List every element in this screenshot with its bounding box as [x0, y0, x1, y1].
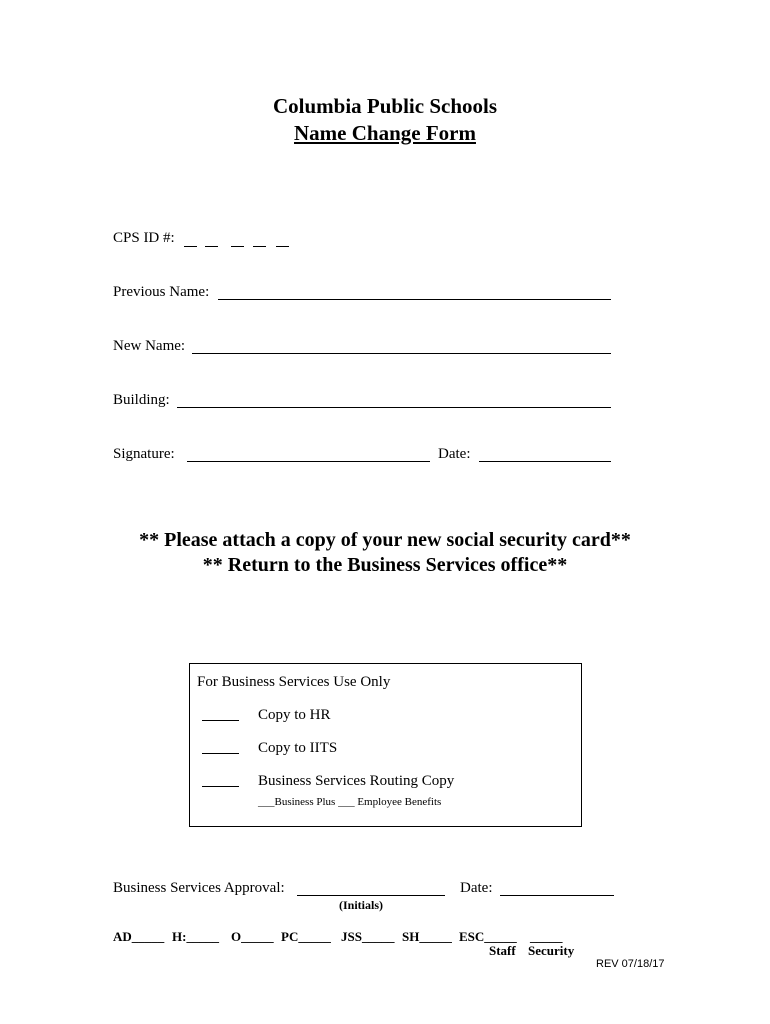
initials-caption: (Initials) — [339, 898, 384, 912]
code-ad[interactable]: AD_____ — [113, 929, 165, 944]
date-field[interactable] — [479, 461, 611, 462]
signature-field[interactable] — [187, 461, 430, 462]
code-h[interactable]: H:_____ — [172, 929, 219, 944]
cps-id-label: CPS ID #: — [113, 230, 175, 246]
school-name: Columbia Public Schools — [272, 94, 498, 118]
approval-label: Business Services Approval: — [113, 880, 285, 896]
copy-to-hr-label: Copy to HR — [258, 707, 331, 723]
routing-copy-checkline[interactable] — [202, 786, 239, 787]
copy-to-hr-checkline[interactable] — [202, 720, 239, 721]
new-name-label: New Name: — [113, 338, 186, 354]
business-services-box — [189, 663, 582, 827]
new-name-field[interactable] — [192, 353, 611, 354]
code-esc[interactable]: ESC_____ — [459, 929, 517, 944]
notice-attach-card: ** Please attach a copy of your new social security card** — [139, 529, 631, 551]
cps-id-digit-1[interactable] — [184, 246, 197, 247]
box-title: For Business Services Use Only — [197, 674, 391, 690]
notice-return-office: ** Return to the Business Services office** — [202, 554, 568, 576]
previous-name-label: Previous Name: — [113, 284, 210, 300]
building-label: Building: — [113, 392, 170, 408]
form-title: Name Change Form — [294, 121, 476, 145]
signature-label: Signature: — [113, 446, 175, 462]
staff-caption: Staff — [489, 943, 516, 958]
copy-to-iits-checkline[interactable] — [202, 753, 239, 754]
approval-date-field[interactable] — [500, 895, 614, 896]
previous-name-field[interactable] — [218, 299, 611, 300]
approval-date-label: Date: — [460, 880, 493, 896]
code-pc[interactable]: PC_____ — [281, 929, 331, 944]
security-caption: Security — [528, 943, 575, 958]
cps-id-digit-2[interactable] — [205, 246, 218, 247]
code-jss[interactable]: JSS_____ — [341, 929, 395, 944]
approval-initials-field[interactable] — [297, 895, 445, 896]
cps-id-digit-5[interactable] — [276, 246, 289, 247]
cps-id-digit-3[interactable] — [231, 246, 244, 247]
revision-date: REV 07/18/17 — [596, 958, 665, 970]
code-sh[interactable]: SH_____ — [402, 929, 452, 944]
routing-options: ___Business Plus ___ Employee Benefits — [258, 796, 442, 808]
routing-copy-label: Business Services Routing Copy — [258, 773, 455, 789]
building-field[interactable] — [177, 407, 611, 408]
copy-to-iits-label: Copy to IITS — [258, 740, 338, 756]
code-o[interactable]: O_____ — [231, 929, 274, 944]
date-label: Date: — [438, 446, 471, 462]
cps-id-digit-4[interactable] — [253, 246, 266, 247]
code-security-blank[interactable]: _____ — [530, 929, 563, 944]
